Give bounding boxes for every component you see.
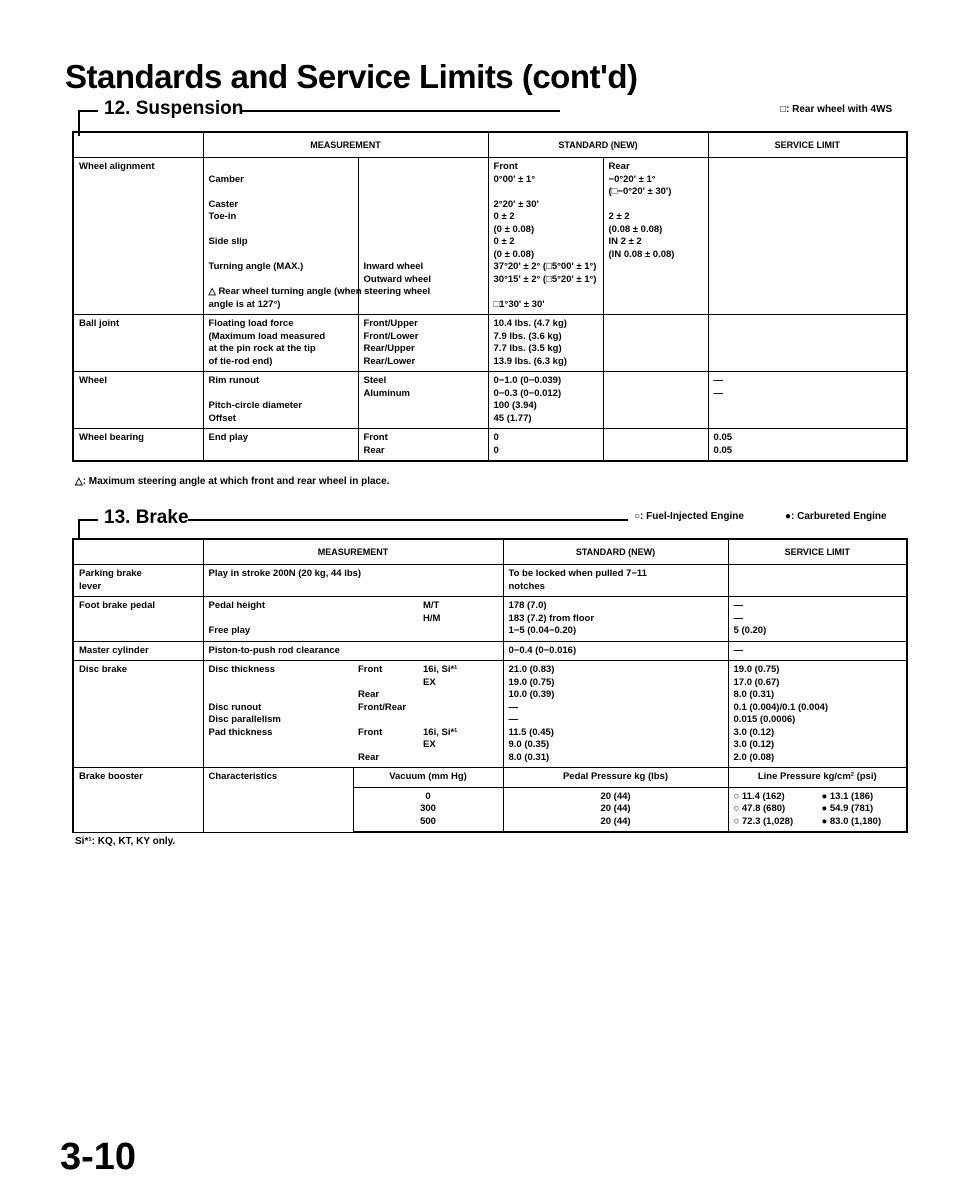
table-row	[73, 641, 907, 661]
measurement-line: Play in stroke 200N (20 kg, 44 lbs)	[208, 568, 362, 579]
line-pressure-fuel-injected: ○ 72.3 (1,028)	[733, 815, 794, 827]
pedal-value: 20 (44)	[600, 790, 631, 802]
measurement-qualifier	[423, 714, 498, 727]
measurement-qualifier: EX	[423, 676, 436, 688]
measurement-line: △ Rear wheel turning angle (when steering wheel	[208, 286, 431, 297]
brake-footnote: Si*¹: KQ, KT, KY only.	[75, 836, 176, 847]
line-pressure-carbureted: ● 13.1 (186)	[821, 790, 874, 802]
standard-value: 10.0 (0.39)	[508, 689, 555, 700]
measurement-position: Front/Rear	[358, 701, 407, 713]
pedal-header	[503, 768, 728, 788]
measurement-line: Pad thickness	[208, 726, 273, 738]
measurement-position-cell	[353, 641, 418, 661]
standard-value: 0−1.0 (0−0.039)	[493, 375, 562, 386]
measurement-qualifier-cell	[358, 372, 488, 429]
table-row	[73, 597, 907, 642]
measurement-position: Rear	[358, 689, 380, 700]
measurement-line: Floating load force	[208, 318, 294, 329]
measurement-line: angle is at 127°)	[208, 298, 281, 310]
standard-value: 37°20' ± 2° (□5°00' ± 1°)	[493, 261, 597, 272]
suspension-footnote: △: Maximum steering angle at which front and rear wheel in place.	[75, 476, 390, 487]
standard-value: 10.4 lbs. (4.7 kg)	[493, 318, 567, 329]
booster-header-row	[73, 768, 907, 788]
standard-rear-cell	[603, 315, 708, 372]
measurement-qualifier	[364, 236, 483, 249]
header-standard: STANDARD (NEW)	[503, 539, 728, 565]
standard-value: 100 (3.94)	[493, 400, 537, 411]
measurement-line	[209, 224, 353, 237]
measurement-line	[209, 249, 353, 262]
standard-cell	[488, 429, 603, 462]
measurement-line	[209, 445, 353, 458]
measurement-line: Rim runout	[208, 375, 260, 386]
standard-value: 0 ± 2	[493, 236, 515, 247]
measurement-line: Side slip	[208, 236, 248, 247]
standard-value: 30°15' ± 2° (□5°20' ± 1°)	[493, 273, 597, 285]
limit-cell	[728, 565, 907, 597]
standard-value: 13.9 lbs. (6.3 kg)	[493, 355, 567, 367]
measurement-line: Offset	[208, 412, 236, 424]
measurement-qualifier-cell	[418, 565, 503, 597]
measurement-line: Toe-in	[208, 211, 237, 222]
standard-cell	[503, 597, 728, 642]
standard-value: —	[508, 714, 518, 725]
measurement-position-cell	[353, 565, 418, 597]
measurement-line: of tie-rod end)	[208, 355, 273, 367]
measurement-qualifier	[364, 400, 483, 413]
measurement-cell	[203, 429, 358, 462]
standard-value: —	[508, 701, 518, 713]
vacuum-value: 500	[420, 815, 436, 827]
brake-rule-right	[188, 519, 628, 521]
standard-value: 11.5 (0.45)	[508, 726, 554, 738]
measurement-position	[358, 677, 413, 690]
measurement-qualifier	[364, 224, 483, 237]
standard-value: To be locked when pulled 7−11	[508, 568, 647, 579]
standard-value: (0 ± 0.08)	[493, 248, 535, 260]
standard-value: 19.0 (0.75)	[508, 676, 555, 688]
standard-value: 9.0 (0.35)	[508, 739, 550, 750]
measurement-qualifier: Rear	[363, 444, 385, 456]
table-row	[73, 372, 907, 429]
standard-value: (0 ± 0.08)	[493, 223, 535, 235]
standard-value: 7.9 lbs. (3.6 kg)	[493, 330, 562, 342]
measurement-qualifier	[364, 413, 483, 426]
table-row	[73, 429, 907, 462]
limit-value: —	[733, 600, 744, 611]
measurement-qualifier	[423, 625, 498, 638]
limit-value: 17.0 (0.67)	[733, 676, 780, 688]
standard-value: 0	[493, 444, 499, 456]
item-label: Brake booster	[79, 771, 143, 782]
measurement-line: Disc thickness	[208, 664, 276, 675]
measurement-qualifier	[364, 249, 483, 262]
limit-value: —	[733, 644, 744, 656]
limit-value: 0.05	[713, 432, 733, 443]
header-service-limit: SERVICE LIMIT	[708, 132, 907, 158]
measurement-position: Front	[358, 726, 383, 738]
measurement-qualifier: Aluminum	[363, 387, 410, 399]
page-number: 3-10	[60, 1136, 137, 1178]
measurement-qualifier: Inward wheel	[363, 261, 424, 272]
standard-value: 2°20' ± 30'	[493, 198, 539, 210]
header-measurement: MEASUREMENT	[203, 539, 503, 565]
measurement-qualifier: M/T	[423, 600, 440, 611]
vacuum-value: 300	[420, 803, 436, 814]
header-standard: STANDARD (NEW)	[488, 132, 708, 158]
brake-table	[72, 538, 908, 833]
standard-value	[609, 299, 703, 312]
measurement-qualifier: 16i, Si*¹	[423, 664, 458, 675]
item-cell	[73, 661, 203, 768]
measurement-line	[209, 274, 353, 287]
measurement-line: Pedal height	[208, 600, 265, 611]
measurement-line	[209, 677, 349, 690]
limit-value: 3.0 (0.12)	[733, 739, 775, 750]
suspension-table	[72, 131, 908, 462]
measurement-line	[209, 388, 353, 401]
limit-value: —	[713, 387, 724, 399]
measurement-line: Caster	[208, 198, 239, 210]
measurement-cell	[203, 565, 362, 597]
item-label: lever	[79, 580, 102, 592]
line-pressure-carbureted: ● 83.0 (1,180)	[821, 815, 882, 827]
standard-value: 2 ± 2	[608, 211, 630, 222]
vacuum-value: 0	[425, 790, 431, 802]
measurement-line: Turning angle (MAX.)	[208, 261, 304, 272]
standard-value: IN 2 ± 2	[608, 236, 642, 247]
limit-cell	[708, 429, 907, 462]
limit-cell	[728, 597, 907, 642]
standard-cell	[488, 315, 603, 372]
limit-value: 2.0 (0.08)	[733, 751, 775, 763]
pedal-value: 20 (44)	[600, 803, 631, 814]
suspension-rule	[78, 110, 98, 112]
measurement-qualifier	[364, 211, 483, 224]
standard-rear-cell	[603, 372, 708, 429]
limit-value: 3.0 (0.12)	[733, 726, 775, 738]
limit-value: —	[713, 375, 724, 386]
item-cell	[73, 158, 203, 315]
measurement-line: (Maximum load measured	[208, 330, 326, 342]
suspension-heading: 12. Suspension	[98, 98, 249, 120]
page-title: Standards and Service Limits (cont'd)	[65, 58, 638, 95]
measurement-qualifier-cell	[358, 429, 488, 462]
standard-value: 21.0 (0.83)	[508, 664, 555, 675]
limit-value: 5 (0.20)	[733, 625, 767, 636]
standard-value: 45 (1.77)	[493, 412, 532, 424]
measurement-position: Front	[358, 664, 383, 675]
measurement-qualifier: 16i, Si*¹	[423, 726, 458, 738]
item-cell	[73, 372, 203, 429]
standard-value: 7.7 lbs. (3.5 kg)	[493, 343, 562, 354]
standard-value: 183 (7.2) from floor	[508, 612, 595, 624]
vacuum-header	[353, 768, 503, 788]
standard-value	[609, 261, 703, 274]
pedal-values	[503, 787, 728, 832]
measurement-qualifier	[364, 186, 483, 199]
standard-value	[609, 286, 703, 299]
table-row	[73, 315, 907, 372]
characteristics-cell	[203, 768, 353, 833]
measurement-cell	[203, 661, 353, 768]
limit-value	[714, 413, 902, 426]
header-service-limit: SERVICE LIMIT	[728, 539, 907, 565]
measurement-line: Piston-to-push rod clearance	[208, 644, 340, 656]
suspension-legend: □: Rear wheel with 4WS	[780, 104, 893, 115]
line-pressure-header	[728, 768, 907, 788]
vacuum-values	[353, 787, 503, 832]
table-row	[73, 158, 907, 315]
standard-value	[609, 274, 703, 287]
pedal-header-label: Pedal Pressure kg (lbs)	[562, 771, 669, 782]
item-label: Ball joint	[79, 318, 120, 329]
standard-value: 0	[493, 432, 499, 443]
measurement-cell	[203, 315, 358, 372]
measurement-qualifier: Front	[363, 432, 388, 443]
standard-value	[494, 286, 598, 299]
standard-cell	[488, 158, 603, 315]
standard-value: 178 (7.0)	[508, 600, 547, 611]
measurement-qualifier	[423, 702, 498, 715]
measurement-cell	[203, 641, 353, 661]
standard-cell	[503, 661, 728, 768]
item-label: Wheel bearing	[79, 432, 144, 443]
measurement-cell	[203, 597, 353, 642]
standard-cell	[503, 565, 728, 597]
line-pressure-header-label: Line Pressure kg/cm² (psi)	[757, 771, 877, 782]
header-blank	[73, 539, 203, 565]
measurement-line: Disc runout	[208, 701, 262, 713]
standard-value: 0°00' ± 1°	[493, 173, 535, 185]
brake-heading: 13. Brake	[98, 507, 195, 529]
measurement-line	[209, 752, 349, 765]
item-label: Parking brake	[79, 568, 142, 579]
item-label: Wheel	[79, 375, 107, 386]
measurement-qualifier: Rear/Lower	[363, 355, 416, 367]
measurement-qualifier	[423, 752, 498, 765]
standard-value: 0−0.4 (0−0.016)	[508, 644, 577, 656]
limit-value: 0.015 (0.0006)	[733, 714, 796, 725]
limit-cell	[708, 158, 907, 315]
measurement-position-cell	[353, 597, 418, 642]
item-label: Master cylinder	[79, 644, 149, 656]
standard-cell	[503, 641, 728, 661]
measurement-qualifier: H/M	[423, 612, 441, 624]
item-cell	[73, 429, 203, 462]
limit-value: 19.0 (0.75)	[733, 664, 780, 675]
item-cell	[73, 641, 203, 661]
measurement-line	[209, 161, 353, 174]
measurement-position	[358, 714, 413, 727]
line-pressure-values	[728, 787, 907, 832]
measurement-qualifier: Outward wheel	[363, 273, 432, 285]
measurement-qualifier: Front/Upper	[363, 318, 418, 329]
standard-value: (□−0°20' ± 30')	[608, 186, 672, 197]
standard-value: 8.0 (0.31)	[508, 751, 550, 763]
standard-value: 0 ± 2	[493, 211, 515, 222]
standard-value: notches	[508, 580, 545, 592]
measurement-line: End play	[208, 432, 249, 443]
measurement-qualifier	[364, 174, 483, 187]
standard-value: (0.08 ± 0.08)	[608, 223, 663, 235]
line-pressure-carbureted: ● 54.9 (781)	[821, 803, 874, 814]
measurement-qualifier	[364, 199, 483, 212]
brake-legend-carbureted: ●: Carbureted Engine	[785, 511, 887, 522]
header-measurement: MEASUREMENT	[203, 132, 488, 158]
measurement-qualifier	[423, 689, 498, 702]
limit-cell	[728, 661, 907, 768]
suspension-rule-right	[240, 110, 560, 112]
standard-rear-cell	[603, 158, 708, 315]
vacuum-header-label: Vacuum (mm Hg)	[389, 771, 467, 782]
item-cell	[73, 597, 203, 642]
line-pressure-fuel-injected: ○ 47.8 (680)	[733, 803, 786, 814]
measurement-cell	[203, 372, 358, 429]
measurement-qualifier: Front/Lower	[363, 330, 419, 342]
limit-value: 0.1 (0.004)/0.1 (0.004)	[733, 701, 829, 713]
limit-value	[714, 400, 902, 413]
measurement-line	[209, 186, 353, 199]
brake-legend-fuel-injected: ○: Fuel-Injected Engine	[634, 511, 744, 522]
table-row	[73, 661, 907, 768]
measurement-line: Free play	[208, 625, 251, 636]
limit-value: 8.0 (0.31)	[733, 689, 775, 700]
standard-value: □1°30' ± 30'	[493, 298, 545, 310]
measurement-qualifier	[364, 161, 483, 174]
limit-value: —	[733, 612, 744, 624]
measurement-qualifier: Rear/Upper	[363, 343, 415, 354]
measurement-position	[358, 739, 413, 752]
limit-cell	[708, 315, 907, 372]
table-row	[73, 565, 907, 597]
standard-value: (IN 0.08 ± 0.08)	[608, 248, 675, 260]
standard-rear-cell	[603, 429, 708, 462]
standard-cell	[488, 372, 603, 429]
standard-value	[494, 186, 598, 199]
line-pressure-fuel-injected: ○ 11.4 (162)	[733, 790, 785, 802]
measurement-line	[209, 689, 349, 702]
characteristics-label: Characteristics	[208, 771, 278, 782]
limit-cell	[728, 641, 907, 661]
brake-bracket	[78, 519, 80, 539]
pedal-value: 20 (44)	[600, 815, 631, 827]
measurement-position: Rear	[358, 751, 380, 763]
standard-value: 0−0.3 (0−0.012)	[493, 387, 562, 399]
measurement-qualifier-cell	[418, 661, 503, 768]
measurement-qualifier-cell	[358, 315, 488, 372]
limit-value: 0.05	[713, 444, 733, 456]
measurement-qualifier-cell	[418, 597, 503, 642]
standard-value	[609, 199, 703, 212]
measurement-qualifier: Steel	[363, 375, 387, 386]
item-cell	[73, 315, 203, 372]
standard-value: Front	[493, 161, 518, 172]
item-label: Foot brake pedal	[79, 600, 156, 611]
brake-rule	[78, 519, 98, 521]
standard-value: 1−5 (0.04−0.20)	[508, 625, 577, 636]
measurement-position-cell	[353, 661, 418, 768]
measurement-qualifier: EX	[423, 739, 436, 750]
measurement-qualifier-cell	[418, 641, 503, 661]
limit-cell	[708, 372, 907, 429]
measurement-line	[209, 613, 349, 626]
measurement-line: at the pin rock at the tip	[208, 343, 316, 354]
item-label: Disc brake	[79, 664, 128, 675]
header-blank	[73, 132, 203, 158]
measurement-line: Camber	[208, 173, 244, 185]
item-cell	[73, 565, 203, 597]
item-cell	[73, 768, 203, 833]
measurement-line: Pitch-circle diameter	[208, 400, 302, 411]
measurement-line	[209, 739, 349, 752]
standard-value: −0°20' ± 1°	[608, 173, 656, 185]
standard-value: Rear	[608, 161, 630, 172]
measurement-qualifier	[364, 299, 483, 312]
item-label: Wheel alignment	[79, 161, 155, 172]
measurement-line: Disc parallelism	[208, 714, 281, 725]
